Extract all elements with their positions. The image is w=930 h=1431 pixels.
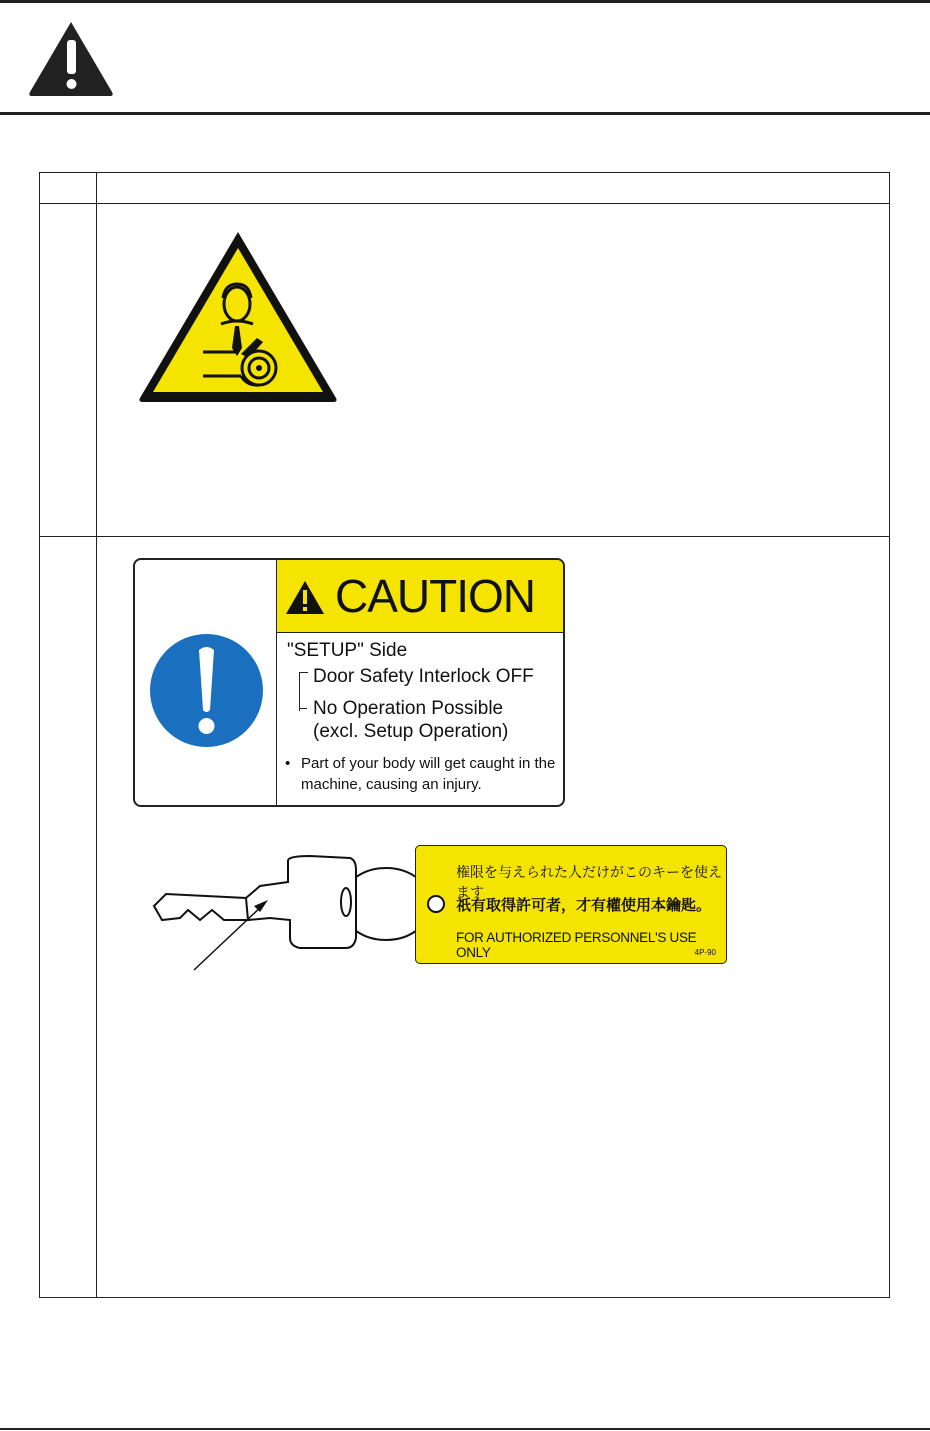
key-icon [150, 832, 450, 972]
bottom-rule [0, 1428, 930, 1430]
no-operation-text: No Operation Possible [313, 698, 504, 719]
header-bottom-rule [0, 112, 930, 115]
table-header-row [40, 173, 890, 204]
excl-setup-text: (excl. Setup Operation) [313, 721, 509, 742]
bracket-line [299, 672, 308, 711]
bracket-line [299, 708, 307, 709]
mandatory-action-icon [150, 634, 263, 747]
caution-title: CAUTION [335, 570, 535, 622]
caution-label [133, 558, 565, 807]
mandatory-panel [135, 560, 277, 805]
tag-hole-icon [424, 892, 448, 916]
bullet-mark: • [285, 755, 291, 772]
interlock-off-text: Door Safety Interlock OFF [313, 666, 534, 687]
tag-english-text: FOR AUTHORIZED PERSONNEL'S USE ONLY [456, 930, 697, 960]
header-cell-no [40, 173, 97, 204]
warning-triangle-icon [26, 18, 116, 98]
header-cell-description [97, 173, 890, 204]
authorized-key-tag [415, 845, 727, 964]
tag-japanese-text: 権限を与えられた人だけがこのキーを使えます [456, 864, 722, 900]
caution-triangle-icon [285, 580, 325, 616]
setup-side-text: "SETUP" Side [287, 640, 408, 661]
entanglement-hazard-icon [137, 230, 339, 404]
row-number-cell [40, 204, 97, 537]
exclamation-icon [150, 634, 263, 747]
tag-chinese-text: 祇有取得許可者，才有權使用本鑰匙。 [456, 897, 712, 914]
row-number-cell [40, 537, 97, 1298]
caution-band [277, 560, 563, 633]
injury-warning-text: Part of your body will get caught in the machine, causing an injury. [301, 755, 556, 793]
tag-code: 4P-90 [694, 948, 716, 957]
top-rule [0, 0, 930, 3]
